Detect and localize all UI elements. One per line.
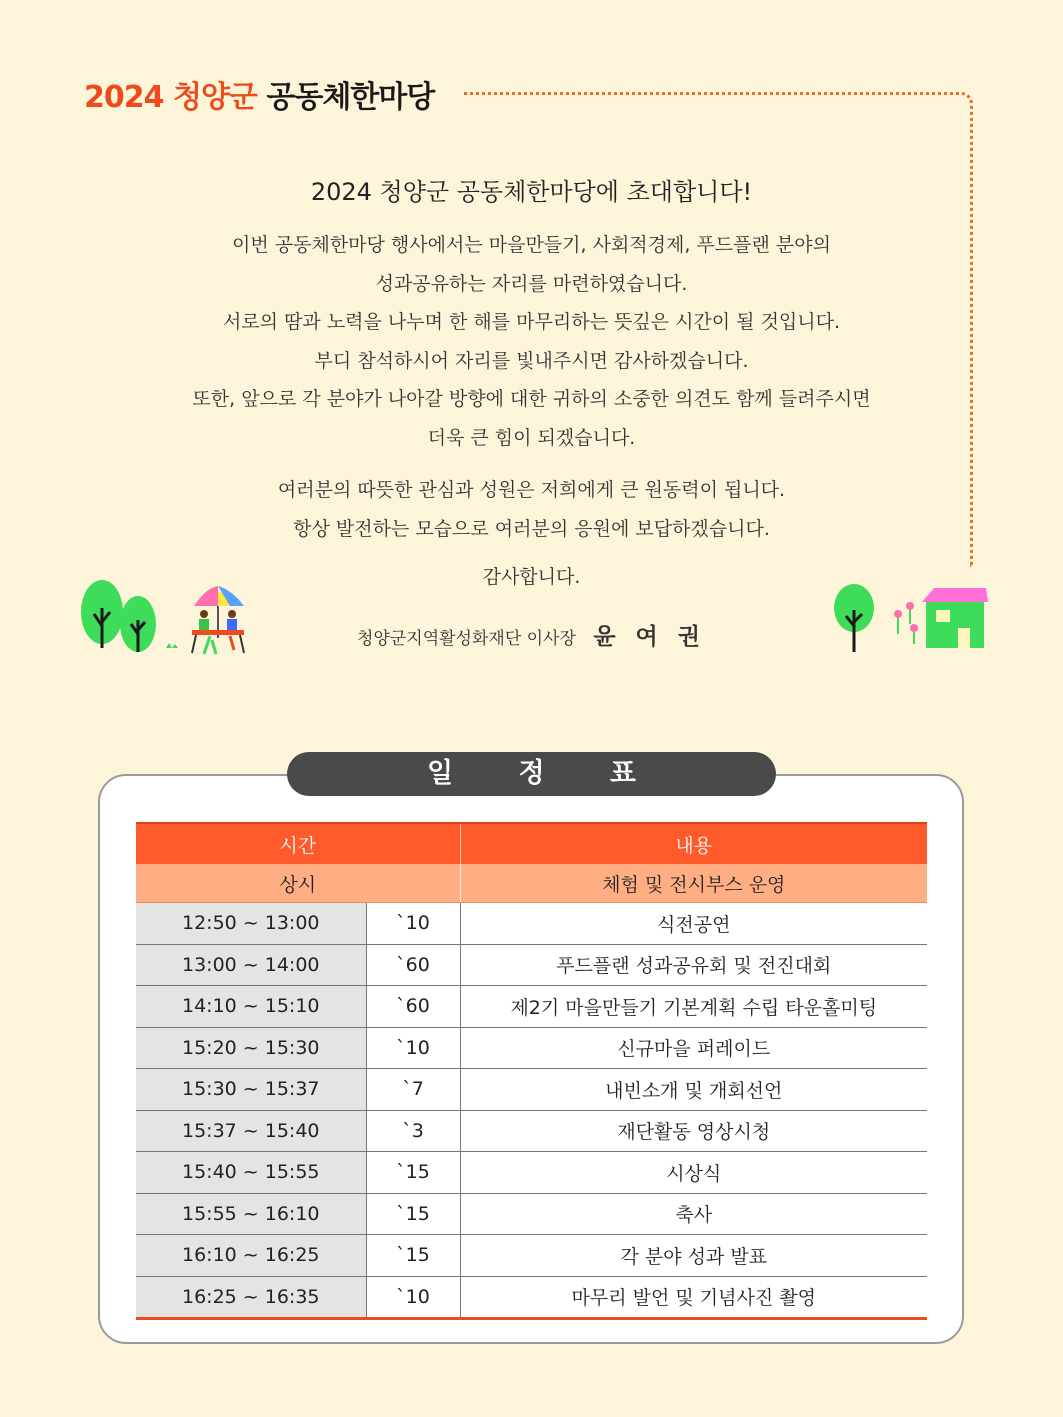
always-time: 상시	[136, 864, 460, 903]
signature-org: 청양군지역활성화재단 이사장	[357, 629, 576, 649]
row-content: 마무리 발언 및 기념사진 촬영	[460, 1276, 927, 1319]
invitation-body	[0, 226, 1063, 548]
row-duration: `15	[366, 1152, 460, 1194]
trees-and-picnic-illustration	[80, 578, 260, 662]
table-row	[136, 1276, 927, 1319]
table-row	[136, 1152, 927, 1194]
row-time: 15:37 ~ 15:40	[136, 1110, 366, 1152]
row-content: 내빈소개 및 개회선언	[460, 1069, 927, 1111]
invitation-line: 또한, 앞으로 각 분야가 나아갈 방향에 대한 귀하의 소중한 의견도 함께 들려주시면	[192, 388, 871, 410]
row-duration: `15	[366, 1193, 460, 1235]
thanks-text: 감사합니다.	[482, 566, 581, 588]
row-duration: `60	[366, 986, 460, 1028]
signature-name: 윤 여 권	[593, 624, 706, 650]
table-row	[136, 1235, 927, 1277]
table-row	[136, 1069, 927, 1111]
table-row	[136, 944, 927, 986]
row-content: 푸드플랜 성과공유회 및 전진대회	[460, 944, 927, 986]
table-row	[136, 903, 927, 945]
title-event: 공동체한마당	[266, 80, 435, 115]
schedule-table	[136, 822, 927, 1320]
schedule-title: 일 정 표	[287, 752, 776, 796]
table-row	[136, 1193, 927, 1235]
invitation-line: 성과공유하는 자리를 마련하였습니다.	[375, 272, 688, 295]
invitation-heading: 2024 청양군 공동체한마당에 초대합니다!	[310, 178, 753, 206]
header-content: 내용	[460, 823, 927, 864]
title-region: 청양군	[172, 80, 257, 115]
row-content: 축사	[460, 1193, 927, 1235]
table-header-row	[136, 823, 927, 864]
invitation-line: 더욱 큰 힘이 되겠습니다.	[427, 426, 636, 449]
row-duration: `3	[366, 1110, 460, 1152]
table-row	[136, 1110, 927, 1152]
header-time: 시간	[136, 823, 460, 864]
row-time: 16:25 ~ 16:35	[136, 1276, 366, 1319]
table-row	[136, 1027, 927, 1069]
invitation-line: 이번 공동체한마당 행사에서는 마을만들기, 사회적경제, 푸드플랜 분야의	[232, 234, 831, 256]
row-time: 15:20 ~ 15:30	[136, 1027, 366, 1069]
row-duration: `7	[366, 1069, 460, 1111]
tree-and-house-illustration	[830, 584, 990, 656]
row-time: 12:50 ~ 13:00	[136, 903, 366, 945]
invitation-line: 여러분의 따뜻한 관심과 성원은 저희에게 큰 원동력이 됩니다.	[277, 479, 786, 501]
invitation-line: 서로의 땀과 노력을 나누며 한 해를 마무리하는 뜻깊은 시간이 될 것입니다.	[222, 311, 841, 333]
row-time: 13:00 ~ 14:00	[136, 944, 366, 986]
always-content: 체험 및 전시부스 운영	[460, 864, 927, 903]
row-duration: `15	[366, 1235, 460, 1277]
row-time: 15:55 ~ 16:10	[136, 1193, 366, 1235]
row-content: 각 분야 성과 발표	[460, 1235, 927, 1277]
page-title	[84, 72, 434, 116]
row-duration: `10	[366, 1027, 460, 1069]
row-duration: `60	[366, 944, 460, 986]
row-content: 제2기 마을만들기 기본계획 수립 타운홀미팅	[460, 986, 927, 1028]
table-always-row	[136, 864, 927, 903]
row-time: 14:10 ~ 15:10	[136, 986, 366, 1028]
row-time: 15:40 ~ 15:55	[136, 1152, 366, 1194]
row-content: 재단활동 영상시청	[460, 1110, 927, 1152]
title-year: 2024	[84, 80, 164, 115]
row-content: 시상식	[460, 1152, 927, 1194]
row-time: 15:30 ~ 15:37	[136, 1069, 366, 1111]
row-content: 식전공연	[460, 903, 927, 945]
row-content: 신규마을 퍼레이드	[460, 1027, 927, 1069]
row-duration: `10	[366, 903, 460, 945]
invitation-line: 부디 참석하시어 자리를 빛내주시면 감사하겠습니다.	[314, 349, 749, 372]
invitation-line: 항상 발전하는 모습으로 여러분의 응원에 보답하겠습니다.	[293, 517, 770, 540]
row-duration: `10	[366, 1276, 460, 1319]
row-time: 16:10 ~ 16:25	[136, 1235, 366, 1277]
table-row	[136, 986, 927, 1028]
